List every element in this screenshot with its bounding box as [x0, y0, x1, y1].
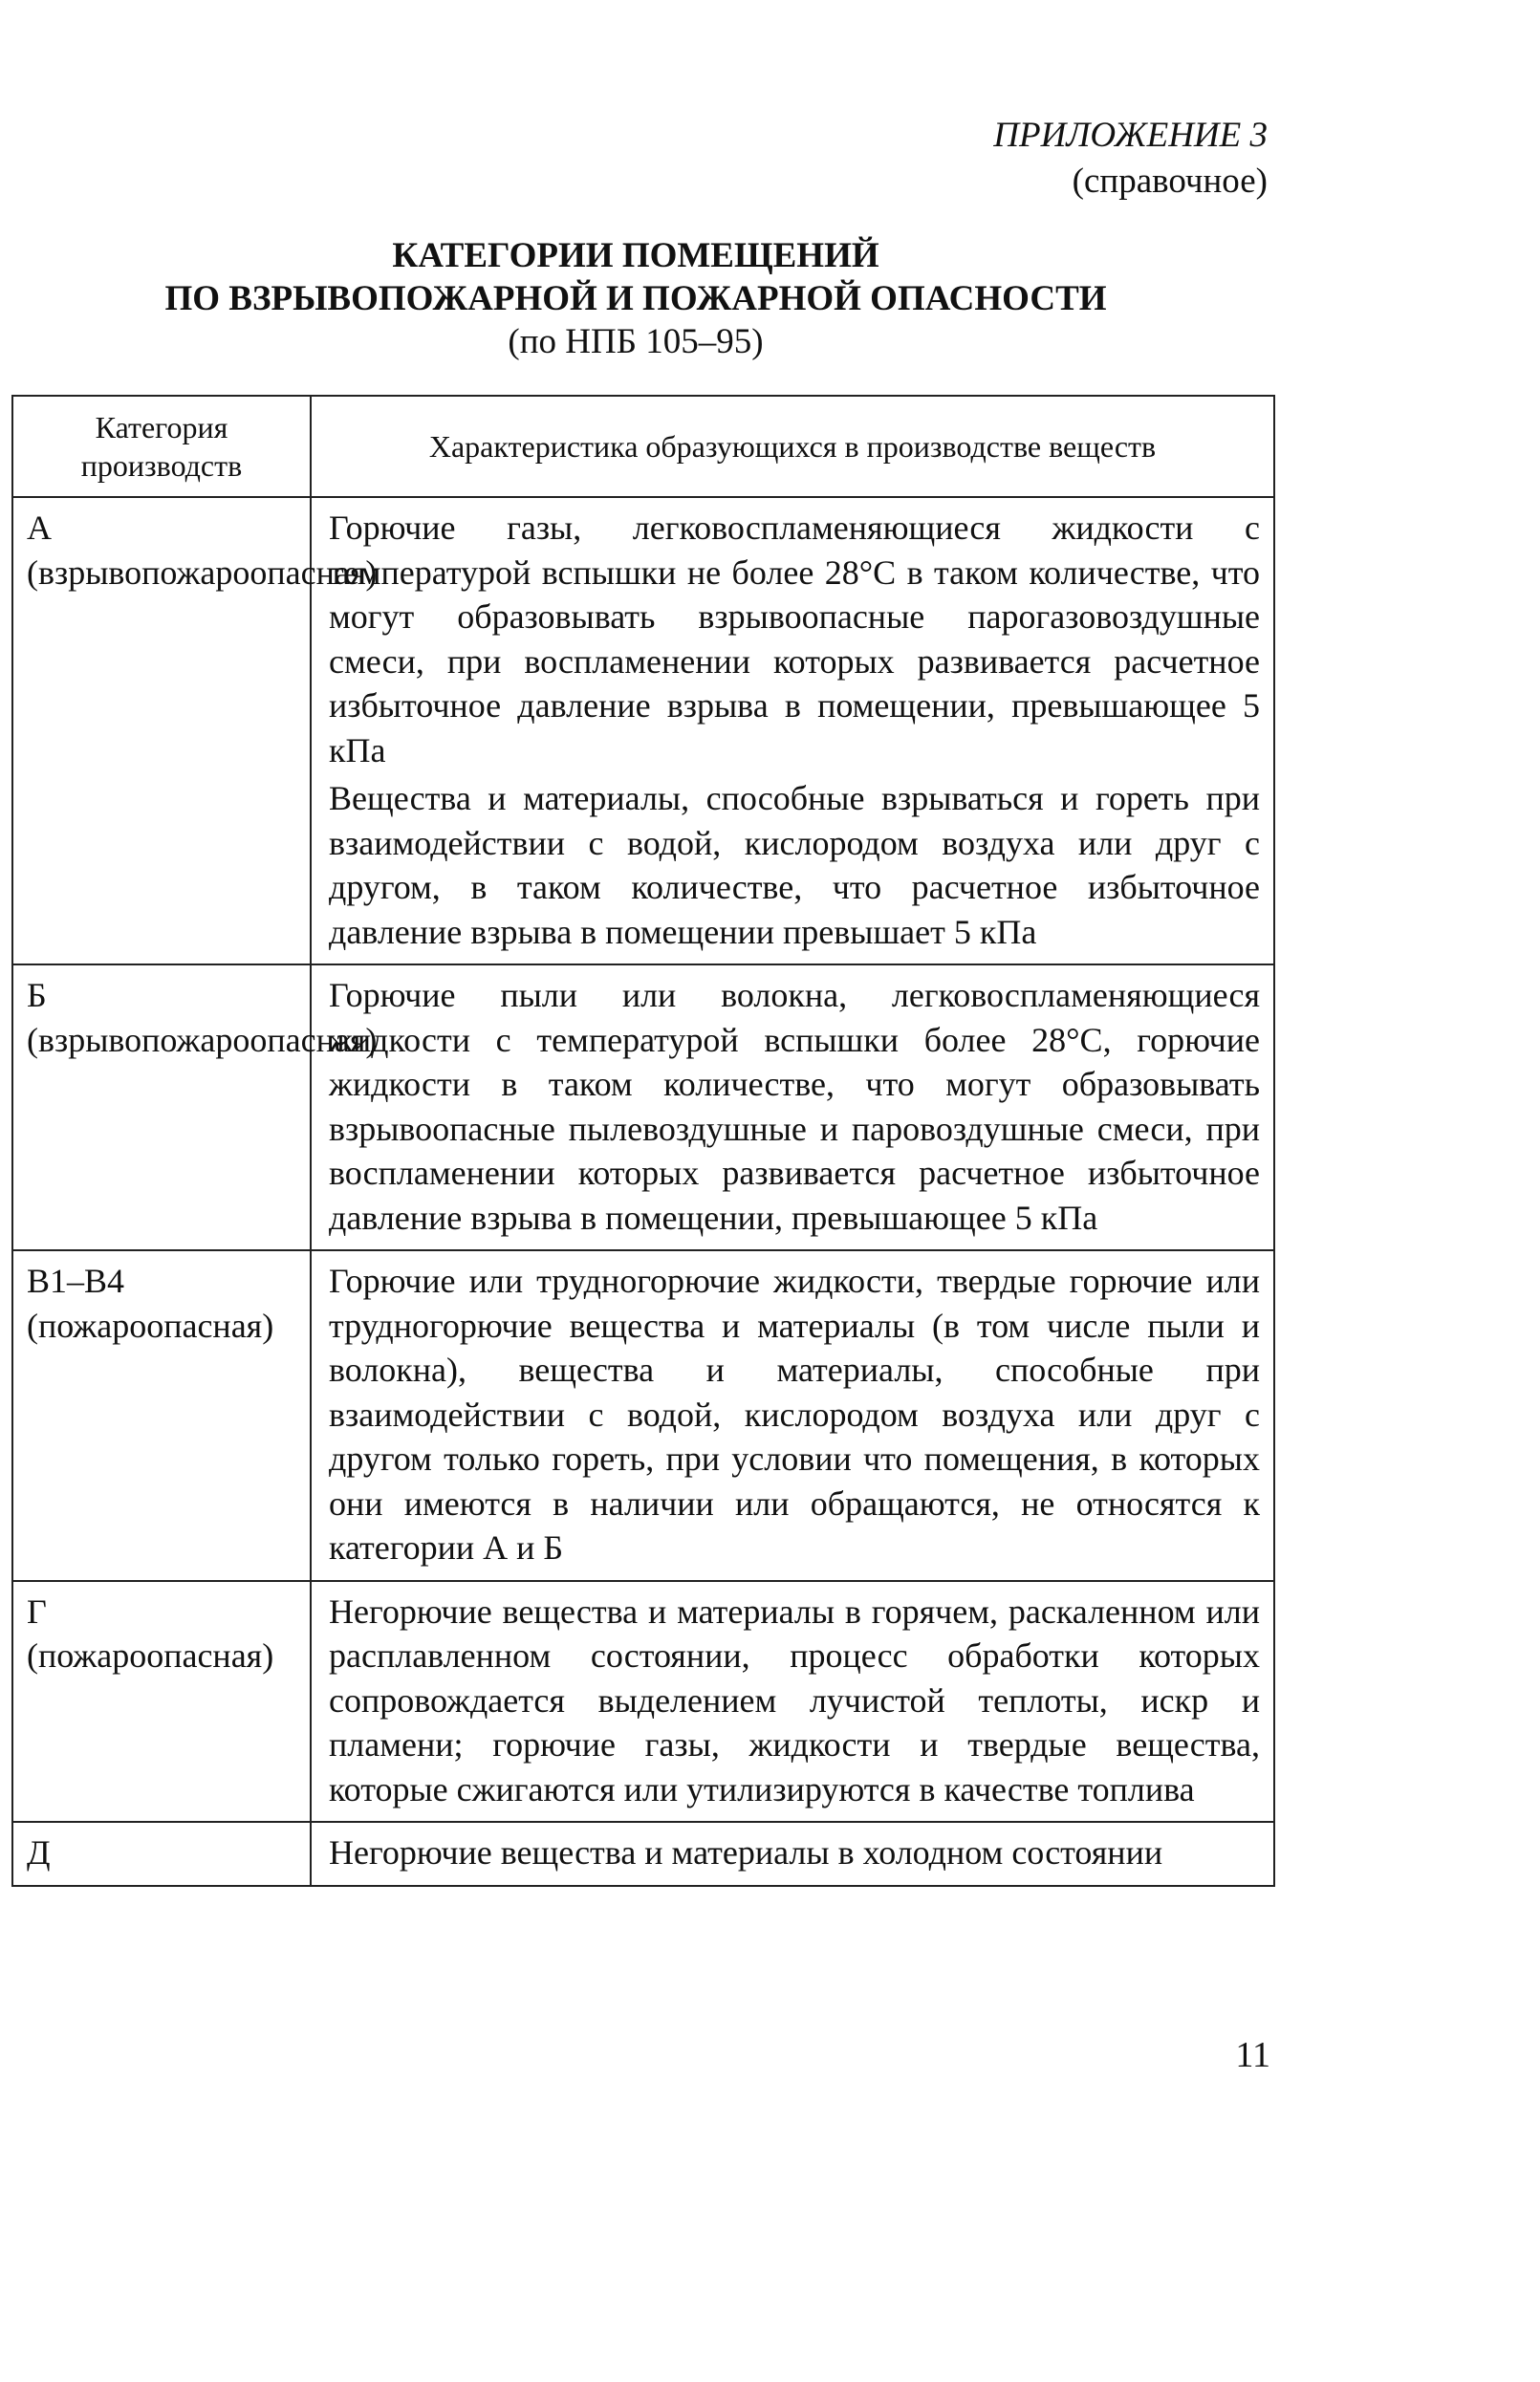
appendix-note: (справочное) — [1072, 162, 1268, 201]
description-cell — [311, 1581, 1274, 1823]
description-paragraph: Горючие или трудногорючие жидкости, твердые горючие или трудногорючие вещества и материалы (в том числе пыли и волокна), вещества и материалы, способные при взаимодействии с водой, кислородом воздуха или друг с другом только гореть, при условии что помещения, в которых они имеются в наличии или обращаются, не относятся к категории А и Б — [329, 1262, 1260, 1567]
appendix-label: ПРИЛОЖЕНИЕ 3 — [993, 116, 1268, 155]
description-paragraph: Негорючие вещества и материалы в холодном состоянии — [329, 1833, 1163, 1872]
description-paragraph: Горючие пыли или волокна, легковоспламеняющиеся жидкости с температурой вспышки более 28°С, горючие жидкости в таком количестве, что могут образовывать взрывоопасные пылевоздушные и паровоздушные смеси, при воспламенении которых развивается расчетное избыточное давление взрыва в помещении, превышающее 5 кПа — [329, 976, 1260, 1237]
category-cell: Б (взрывопожароопасная) — [12, 964, 311, 1250]
table-row — [12, 1250, 1274, 1581]
description-cell — [311, 497, 1274, 964]
category-cell: В1–В4 (пожароопасная) — [12, 1250, 311, 1581]
table-row — [12, 964, 1274, 1250]
title-line-1: КАТЕГОРИИ ПОМЕЩЕНИЙ — [392, 236, 879, 275]
header-description: Характеристика образующихся в производстве веществ — [311, 396, 1274, 497]
page-number: 11 — [1235, 2035, 1270, 2075]
category-cell: Д — [12, 1822, 311, 1886]
description-cell — [311, 964, 1274, 1250]
document-title — [0, 234, 1271, 363]
category-cell: А (взрывопожароопасная) — [12, 497, 311, 964]
header-category: Категория производств — [12, 396, 311, 497]
title-line-3: (по НПБ 105–95) — [508, 322, 764, 361]
table-row — [12, 1822, 1274, 1886]
table-header-row — [12, 396, 1274, 497]
table-row — [12, 1581, 1274, 1823]
description-paragraph: Вещества и материалы, способные взрываться и гореть при взаимодействии с водой, кислородом воздуха или друг с другом, в таком количестве, что расчетное избыточное давление взрыва в помещении превышает 5 кПа — [329, 779, 1260, 951]
categories-table — [11, 395, 1275, 1887]
appendix-header — [993, 113, 1268, 205]
description-cell — [311, 1250, 1274, 1581]
description-cell — [311, 1822, 1274, 1886]
description-paragraph: Горючие газы, легковоспламеняющиеся жидкости с температурой вспышки не более 28°С в таком количестве, что могут образовывать взрывоопасные парогазовоздушные смеси, при воспламенении которых развивается расчетное избыточное давление взрыва в помещении, превышающее 5 кПа — [329, 509, 1260, 769]
category-cell: Г (пожароопасная) — [12, 1581, 311, 1823]
table-row — [12, 497, 1274, 964]
description-paragraph: Негорючие вещества и материалы в горячем, раскаленном или расплавленном состоянии, процесс обработки которых сопровождается выделением лучистой теплоты, искр и пламени; горючие газы, жидкости и твердые вещества, которые сжигаются или утилизируются в качестве топлива — [329, 1592, 1260, 1808]
title-line-2: ПО ВЗРЫВОПОЖАРНОЙ И ПОЖАРНОЙ ОПАСНОСТИ — [164, 279, 1107, 318]
